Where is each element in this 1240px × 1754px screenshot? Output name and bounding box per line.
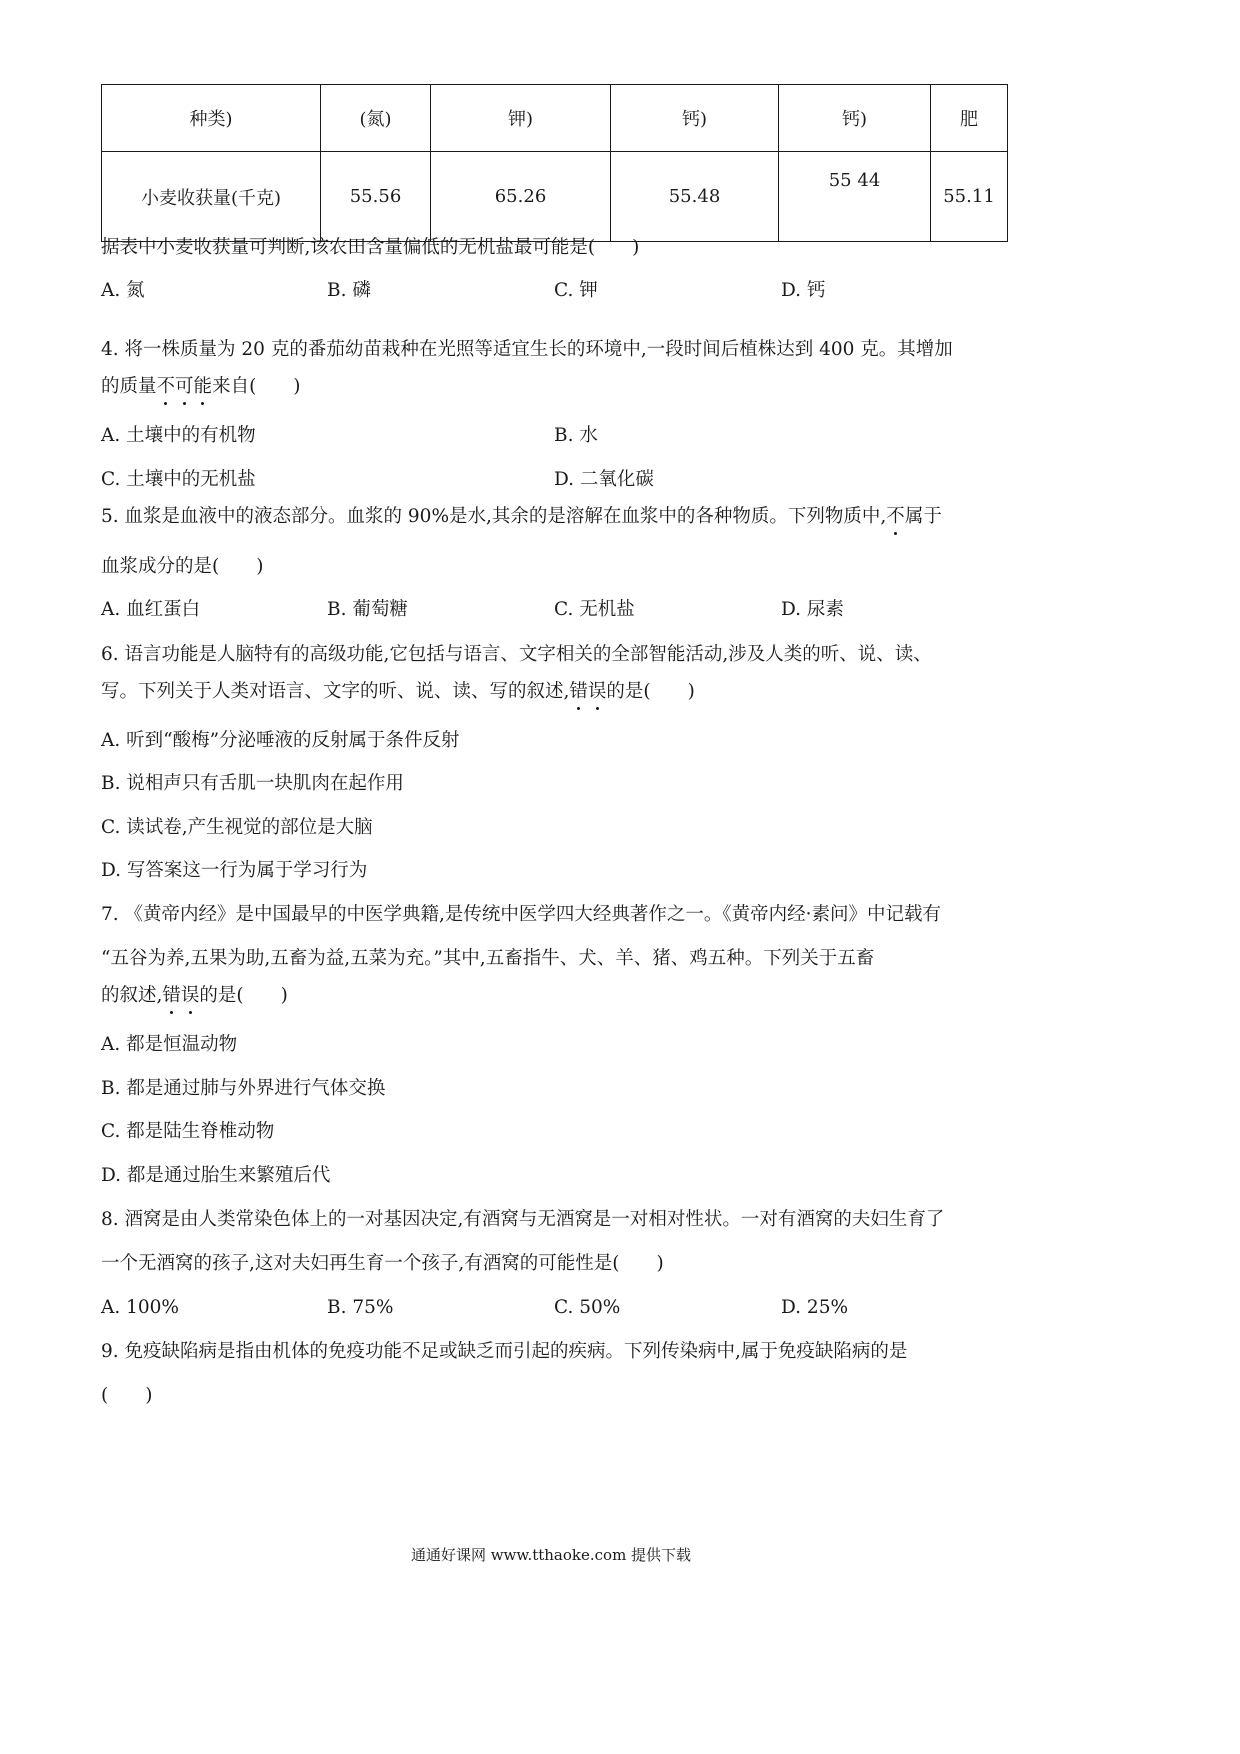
table-header-cell: (氮) <box>321 85 431 152</box>
question-9-stem-line2: ( ) <box>101 1385 153 1406</box>
question-5-stem-line2: 血浆成分的是( ) <box>101 556 264 577</box>
q5-option-c: C. 无机盐 <box>554 599 635 620</box>
q7-option-a: A. 都是恒温动物 <box>101 1034 238 1055</box>
emphasis-char: 错 <box>569 681 588 702</box>
table-header-row <box>102 85 1008 152</box>
question-9-stem-line1: 9. 免疫缺陷病是指由机体的免疫功能不足或缺乏而引起的疾病。下列传染病中,属于免疫缺陷病的是 <box>101 1341 908 1362</box>
stem-text: 属于 <box>904 506 942 527</box>
q7-option-c: C. 都是陆生脊椎动物 <box>101 1121 275 1142</box>
page-footer: 通通好课网 www.tthaoke.com 提供下载 <box>410 1546 692 1564</box>
table-cell: 55.48 <box>611 152 779 242</box>
question-7-stem-line3 <box>101 984 288 1008</box>
stem-text: 5. 血浆是血液中的液态部分。血浆的 90%是水,其余的是溶解在血浆中的各种物质。下列物质中, <box>101 506 887 527</box>
q7-option-b: B. 都是通过肺与外界进行气体交换 <box>101 1078 386 1099</box>
q6-option-c: C. 读试卷,产生视觉的部位是大脑 <box>101 817 373 838</box>
stem-text: 的是( ) <box>199 985 288 1006</box>
q5-option-a: A. 血红蛋白 <box>101 599 201 620</box>
table-cell: 65.26 <box>431 152 611 242</box>
q3-option-b: B. 磷 <box>327 280 371 301</box>
question-8-stem-line2: 一个无酒窝的孩子,这对夫妇再生育一个孩子,有酒窝的可能性是( ) <box>101 1253 664 1274</box>
emphasis-char: 误 <box>587 681 607 702</box>
stem-text: 的质量 <box>101 376 157 397</box>
emphasis-char: 不 <box>156 376 176 397</box>
stem-text: 的叙述, <box>101 985 163 1006</box>
stem-text: 的是( ) <box>606 681 695 702</box>
q7-option-d: D. 都是通过胎生来繁殖后代 <box>101 1165 331 1186</box>
emphasis-char: 错 <box>162 985 181 1006</box>
question-6-stem-line1: 6. 语言功能是人脑特有的高级功能,它包括与语言、文字相关的全部智能活动,涉及人类的听、说、读、 <box>101 644 932 665</box>
emphasis-char: 可 <box>175 376 194 397</box>
table-header-cell: 钾) <box>431 85 611 152</box>
table-header-cell: 种类) <box>102 85 321 152</box>
q6-option-d: D. 写答案这一行为属于学习行为 <box>101 860 368 881</box>
question-7-stem-line2: “五谷为养,五果为助,五畜为益,五菜为充。”其中,五畜指牛、犬、羊、猪、鸡五种。下列关于五畜 <box>101 948 875 969</box>
table-row-label: 小麦收获量(千克) <box>102 152 321 242</box>
q3-option-c: C. 钾 <box>554 280 598 301</box>
table-row <box>102 152 1008 242</box>
stem-text: 来自( ) <box>212 376 301 397</box>
table-header-cell: 钙) <box>611 85 779 152</box>
question-4-stem-line1: 4. 将一株质量为 20 克的番茄幼苗栽种在光照等适宜生长的环境中,一段时间后植株达到 400 克。其增加 <box>101 339 953 360</box>
q4-option-c: C. 土壤中的无机盐 <box>101 469 256 490</box>
fertilizer-yield-table <box>101 84 1008 242</box>
q6-option-a: A. 听到“酸梅”分泌唾液的反射属于条件反射 <box>101 730 460 751</box>
q8-option-c: C. 50% <box>554 1297 621 1318</box>
q4-option-d: D. 二氧化碳 <box>554 469 654 490</box>
question-3-stem: 据表中小麦收获量可判断,该农田含量偏低的无机盐最可能是( ) <box>101 237 640 258</box>
q4-option-b: B. 水 <box>554 425 598 446</box>
q8-option-a: A. 100% <box>101 1297 180 1318</box>
emphasis-char: 能 <box>193 376 213 397</box>
table-header-cell: 肥 <box>931 85 1008 152</box>
table-header-cell: 钙) <box>779 85 931 152</box>
q8-option-d: D. 25% <box>781 1297 849 1318</box>
q4-option-a: A. 土壤中的有机物 <box>101 425 256 446</box>
question-6-stem-line2 <box>101 680 695 704</box>
q5-option-d: D. 尿素 <box>781 599 844 620</box>
question-8-stem-line1: 8. 酒窝是由人类常染色体上的一对基因决定,有酒窝与无酒窝是一对相对性状。一对有酒窝的夫妇生育了 <box>101 1209 945 1230</box>
q5-option-b: B. 葡萄糖 <box>327 599 408 620</box>
table-cell: 55.56 <box>321 152 431 242</box>
q8-option-b: B. 75% <box>327 1297 394 1318</box>
q3-option-a: A. 氮 <box>101 280 145 301</box>
table-cell: 55 44 <box>779 152 931 242</box>
q6-option-b: B. 说相声只有舌肌一块肌肉在起作用 <box>101 773 404 794</box>
stem-text: 写。下列关于人类对语言、文字的听、说、读、写的叙述, <box>101 681 570 702</box>
question-4-stem-line2 <box>101 375 301 399</box>
emphasis-char: 不 <box>886 506 905 527</box>
question-5-stem-line1 <box>101 505 942 529</box>
question-7-stem-line1: 7. 《黄帝内经》是中国最早的中医学典籍,是传统中医学四大经典著作之一。《黄帝内经·素问》中记载有 <box>101 904 942 925</box>
emphasis-char: 误 <box>180 985 200 1006</box>
q3-option-d: D. 钙 <box>781 280 826 301</box>
table-cell: 55.11 <box>931 152 1008 242</box>
